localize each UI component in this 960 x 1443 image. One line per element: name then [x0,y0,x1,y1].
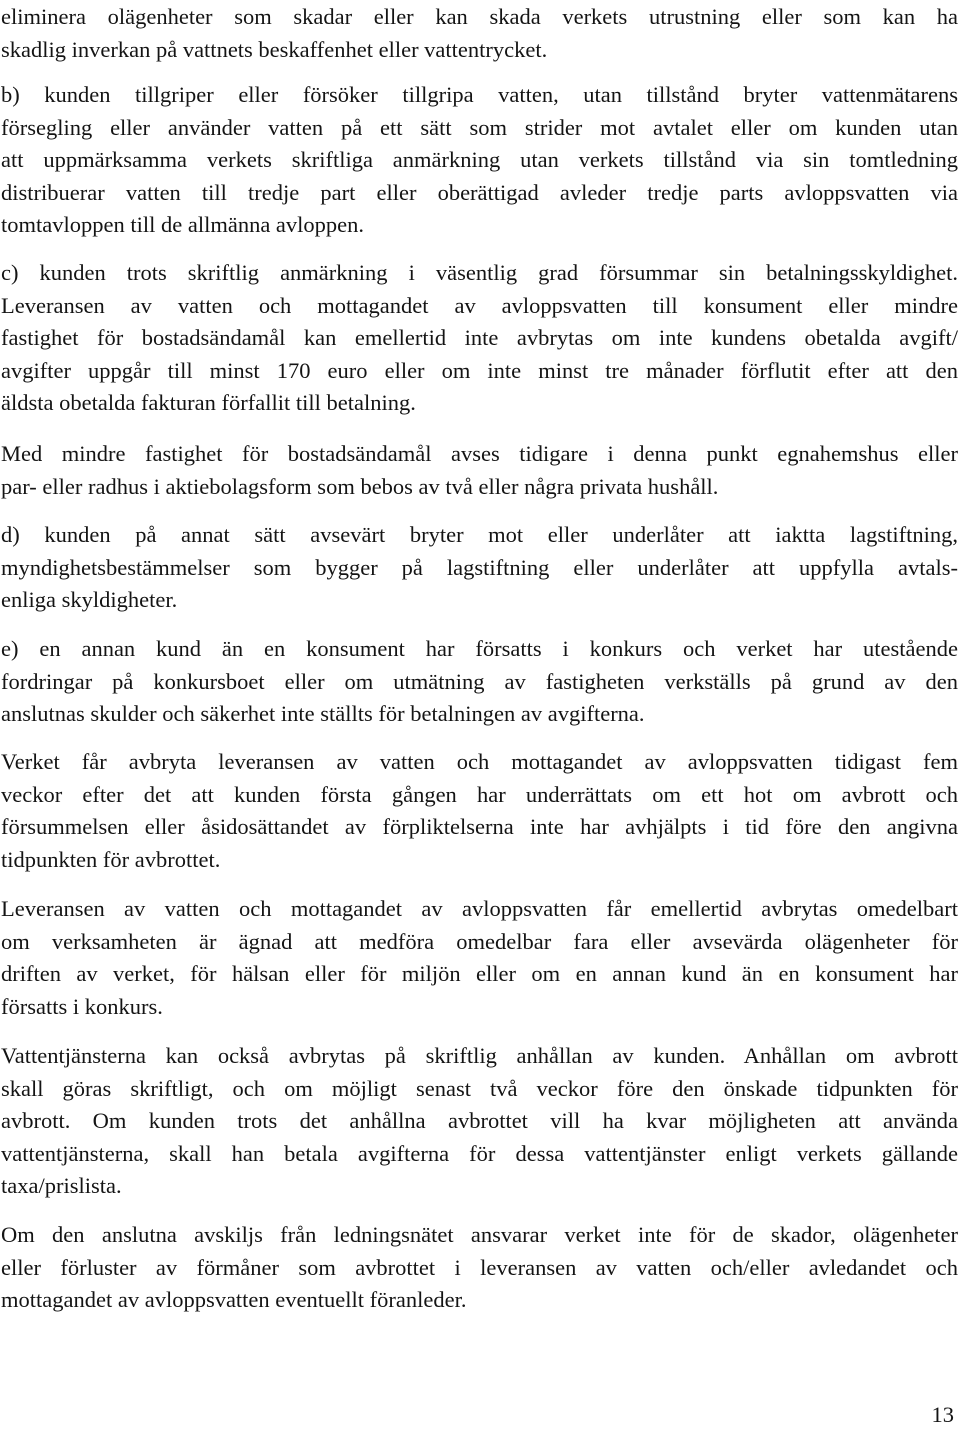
paragraph-customer-request [1,1040,958,1203]
text-line: avbrott. Om kunden trots det anhållna avbrottet vill ha kvar möjligheten att använda [1,1108,958,1134]
text-line: tomtavloppen till de allmänna avloppen. [1,212,365,238]
text-line: e) en annan kund än en konsument har försatts i konkurs och verket har utestående [1,636,958,661]
text-line: eliminera olägenheter som skadar eller kan skada verkets utrustning eller som kan ha [1,4,958,29]
text-line: myndighetsbestämmelser som bygger på lagstiftning eller underlåter att uppfylla avtals- [1,554,958,580]
text-line: Vattentjänsterna kan också avbrytas på skriftlig anhållan av kunden. Anhållan om avbrott [1,1043,958,1068]
text-line: Om den anslutna avskiljs från ledningsnätet ansvarar verket inte för de skador, olägenheter [1,1222,958,1247]
paragraph-item-c [1,257,958,420]
paragraph-continuation [1,1,958,66]
paragraph-immediate-interruption [1,893,958,1023]
paragraph-item-b [1,79,958,242]
paragraph-liability [1,1219,958,1317]
page-number: 13 [931,1402,954,1427]
text-line: Med mindre fastighet för bostadsändamål avses tidigare i denna punkt egnahemshus eller [1,441,958,466]
text-line: vattentjänsterna, skall han betala avgifterna för dessa vattentjänster enligt verkets gällande [1,1140,958,1166]
text-line: mottagandet av avloppsvatten eventuellt föranleder. [1,1287,467,1313]
text-line: b) kunden tillgriper eller försöker tillgripa vatten, utan tillstånd bryter vattenmätarens [1,82,958,107]
text-line: skadlig inverkan på vattnets beskaffenhet eller vattentrycket. [1,36,548,62]
paragraph-small-property-definition [1,438,958,503]
text-line: avgifter uppgår till minst 170 euro eller om inte minst tre månader förflutit efter att den [1,357,958,383]
paragraph-interruption-notice [1,746,958,876]
text-line: c) kunden trots skriftlig anmärkning i väsentlig grad försummar sin betalningsskyldighet. [1,260,958,285]
text-line: enliga skyldigheter. [1,587,178,613]
text-line: distribuerar vatten till tredje part eller oberättigad avleder tredje parts avloppsvatten via [1,179,958,205]
paragraph-item-e [1,633,958,731]
text-line: försummelsen eller åsidosättandet av förpliktelserna inte har avhjälpts i tid före den angivna [1,814,958,840]
text-line: eller förluster av förmåner som avbrottet i leveransen av vatten och/eller avledandet och [1,1254,958,1280]
text-line: taxa/prislista. [1,1173,122,1199]
paragraph-item-d [1,519,958,617]
text-line: driften av verket, för hälsan eller för miljön eller om en annan kund än en konsument har [1,961,958,987]
text-line: försegling eller använder vatten på ett sätt som strider mot avtalet eller om kunden utan [1,114,958,140]
text-line: Leveransen av vatten och mottagandet av avloppsvatten till konsument eller mindre [1,292,958,318]
text-line: skall göras skriftligt, och om möjligt senast två veckor före den önskade tidpunkten för [1,1075,958,1101]
text-line: tidpunkten för avbrottet. [1,846,221,872]
text-line: fastighet för bostadsändamål kan emellertid inte avbrytas om inte kundens obetalda avgift/ [1,325,958,351]
text-line: Leveransen av vatten och mottagandet av avloppsvatten får emellertid avbrytas omedelbart [1,896,958,921]
text-line: Verket får avbryta leveransen av vatten och mottagandet av avloppsvatten tidigast fem [1,749,958,774]
text-line: d) kunden på annat sätt avsevärt bryter mot eller underlåter att iaktta lagstiftning, [1,522,958,547]
text-line: veckor efter det att kunden första gången har underrättats om ett hot om avbrott och [1,781,958,807]
text-line: försatts i konkurs. [1,993,163,1019]
text-line: om verksamheten är ägnad att medföra omedelbar fara eller avsevärda olägenheter för [1,928,958,954]
text-line: anslutnas skulder och säkerhet inte ställts för betalningen av avgifterna. [1,701,645,727]
text-line: äldsta obetalda fakturan förfallit till betalning. [1,390,416,416]
text-line: fordringar på konkursboet eller om utmätning av fastigheten verkställs på grund av den [1,668,958,694]
text-line: att uppmärksamma verkets skriftliga anmärkning utan verkets tillstånd via sin tomtledning [1,147,958,173]
text-line: par- eller radhus i aktiebolagsform som bebos av två eller några privata hushåll. [1,473,719,499]
